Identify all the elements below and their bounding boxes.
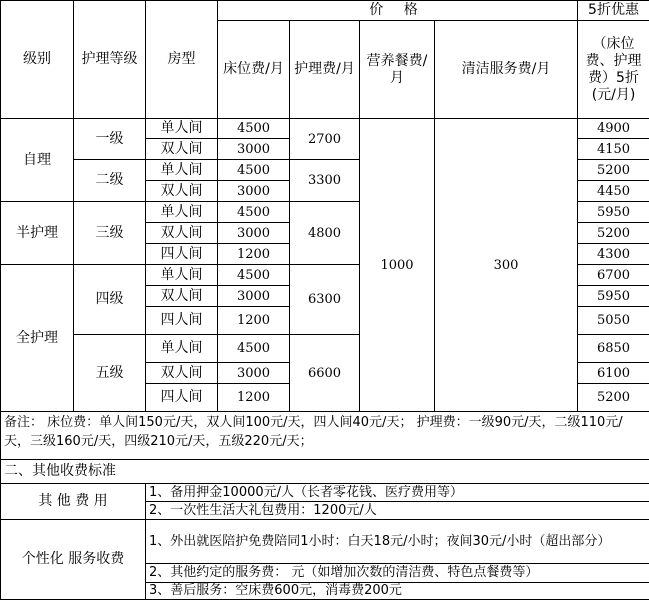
- other-fee-item: 2、一次性生活大礼包费用：1200元/人: [146, 502, 649, 520]
- bed-fee: 4500: [218, 335, 290, 363]
- bed-fee: 3000: [218, 286, 290, 307]
- room-type: 单人间: [146, 119, 218, 139]
- bed-fee: 1200: [218, 307, 290, 335]
- header-care-fee: 护理费/月: [290, 21, 360, 119]
- discount-price: 6700: [578, 265, 649, 286]
- discount-price: 5200: [578, 384, 649, 412]
- discount-price: 4900: [578, 119, 649, 139]
- personal-fee-item: 3、善后服务：空床费600元，消毒费200元: [146, 583, 649, 600]
- care-fee-grade-4: 6300: [290, 265, 360, 335]
- grade-3: 三级: [74, 202, 146, 265]
- level-full: 全护理: [1, 265, 74, 412]
- header-bed-fee: 床位费/月: [218, 21, 290, 119]
- grade-5: 五级: [74, 335, 146, 412]
- room-type: 四人间: [146, 384, 218, 412]
- discount-price: 4300: [578, 244, 649, 265]
- room-type: 双人间: [146, 223, 218, 244]
- discount-price: 5050: [578, 307, 649, 335]
- room-type: 双人间: [146, 286, 218, 307]
- header-discount-price: （床位费、护理费）5折(元/月): [578, 21, 649, 119]
- fee-note: 备注： 床位费：单人间150元/天，双人间100元/天，四人间40元/天； 护理费：一级90元/天，二级110元/天，三级160元/天，四级210元/天，五级220元/天；: [1, 412, 649, 460]
- room-type: 单人间: [146, 335, 218, 363]
- room-type: 单人间: [146, 265, 218, 286]
- header-care-grade: 护理等级: [74, 1, 146, 119]
- level-self: 自理: [1, 119, 74, 202]
- care-fee-grade-2: 3300: [290, 160, 360, 202]
- personal-fee-item: 2、其他约定的服务费： 元（如增加次数的清洁费、特色点餐费等）: [146, 564, 649, 583]
- bed-fee: 4500: [218, 160, 290, 181]
- room-type: 四人间: [146, 244, 218, 265]
- room-type: 双人间: [146, 139, 218, 160]
- personal-fee-item: 1、外出就医陪护免费陪同1小时：白天18元/小时；夜间30元/小时（超出部分）: [146, 520, 649, 564]
- discount-price: 5950: [578, 202, 649, 223]
- header-meal-fee: 营养餐费/月: [360, 21, 435, 119]
- discount-price: 6100: [578, 363, 649, 384]
- section-other-fees-title: 二、其他收费标准: [1, 460, 649, 484]
- other-fee-item: 1、备用押金10000元/人（长者零花钱、医疗费用等）: [146, 484, 649, 502]
- room-type: 双人间: [146, 363, 218, 384]
- bed-fee: 3000: [218, 139, 290, 160]
- care-fee-grade-1: 2700: [290, 119, 360, 160]
- bed-fee: 4500: [218, 265, 290, 286]
- personal-fees-label: 个性化 服务收费: [1, 520, 146, 600]
- other-fees-label: 其 他 费 用: [1, 484, 146, 520]
- room-type: 单人间: [146, 160, 218, 181]
- bed-fee: 4500: [218, 119, 290, 139]
- discount-price: 5950: [578, 286, 649, 307]
- care-fee-grade-3: 4800: [290, 202, 360, 265]
- grade-4: 四级: [74, 265, 146, 335]
- discount-price: 4450: [578, 181, 649, 202]
- care-fee-grade-5: 6600: [290, 335, 360, 412]
- clean-fee: 300: [435, 119, 578, 412]
- header-level: 级别: [1, 1, 74, 119]
- grade-1: 一级: [74, 119, 146, 160]
- header-price-group: 价 格: [218, 1, 578, 21]
- bed-fee: 4500: [218, 202, 290, 223]
- bed-fee: 3000: [218, 181, 290, 202]
- discount-price: 5200: [578, 223, 649, 244]
- meal-fee: 1000: [360, 119, 435, 412]
- bed-fee: 3000: [218, 363, 290, 384]
- bed-fee: 3000: [218, 223, 290, 244]
- room-type: 双人间: [146, 181, 218, 202]
- room-type: 四人间: [146, 307, 218, 335]
- discount-price: 4150: [578, 139, 649, 160]
- level-semi: 半护理: [1, 202, 74, 265]
- grade-2: 二级: [74, 160, 146, 202]
- room-type: 单人间: [146, 202, 218, 223]
- discount-price: 6850: [578, 335, 649, 363]
- header-room-type: 房型: [146, 1, 218, 119]
- header-discount-group: 5折优惠: [578, 1, 649, 21]
- bed-fee: 1200: [218, 384, 290, 412]
- discount-price: 5200: [578, 160, 649, 181]
- bed-fee: 1200: [218, 244, 290, 265]
- header-clean-fee: 清洁服务费/月: [435, 21, 578, 119]
